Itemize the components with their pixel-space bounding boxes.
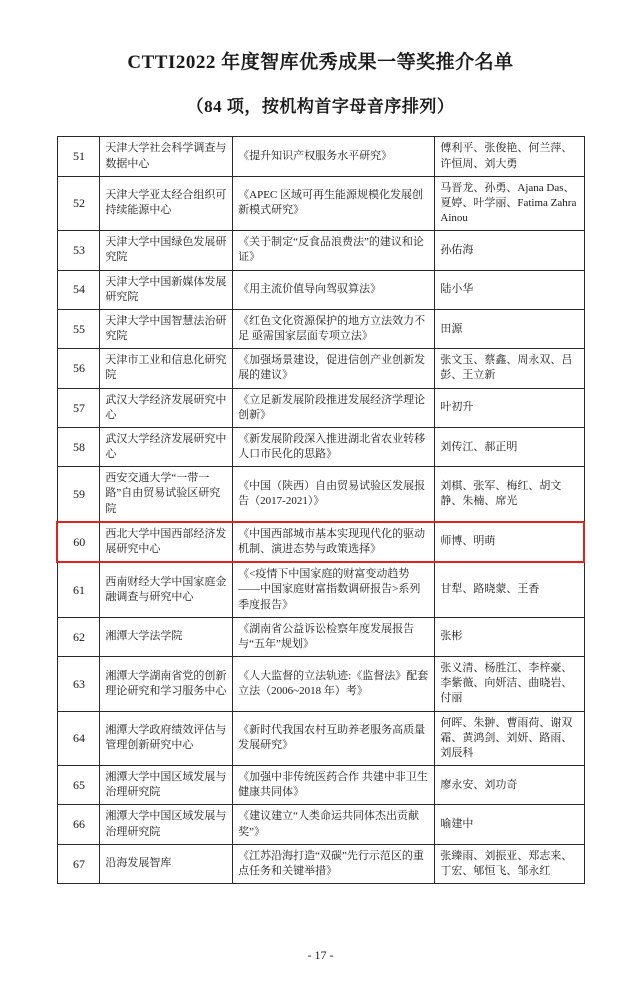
table-row — [57, 137, 584, 176]
row-organization: 天津市工业和信息化研究院 — [100, 349, 233, 388]
table-row-highlighted — [57, 522, 584, 562]
table-row — [57, 467, 584, 522]
row-title: 《加强中非传统医药合作 共建中非卫生健康共同体》 — [233, 766, 435, 805]
row-index: 51 — [57, 137, 100, 176]
row-people: 马晋龙、孙勇、Ajana Das、夏婷、叶学丽、Fatima Zahra Ainou — [435, 176, 584, 231]
table-row — [57, 176, 584, 231]
row-index: 57 — [57, 388, 100, 427]
table-row — [57, 711, 584, 766]
table-row — [57, 427, 584, 466]
row-organization: 武汉大学经济发展研究中心 — [100, 427, 233, 466]
row-title: 《红色文化资源保护的地方立法效力不足 亟需国家层面专项立法》 — [233, 309, 435, 348]
row-people: 师博、明萌 — [435, 522, 584, 562]
row-organization: 天津大学亚太经合组织可持续能源中心 — [100, 176, 233, 231]
table-row — [57, 562, 584, 617]
row-title: 《APEC 区域可再生能源规模化发展创新模式研究》 — [233, 176, 435, 231]
row-index: 60 — [57, 522, 100, 562]
row-people: 陆小华 — [435, 270, 584, 309]
row-people: 廖永安、刘功奇 — [435, 766, 584, 805]
row-organization: 武汉大学经济发展研究中心 — [100, 388, 233, 427]
row-index: 54 — [57, 270, 100, 309]
table-row — [57, 657, 584, 712]
row-title: 《新时代我国农村互助养老服务高质量发展研究》 — [233, 711, 435, 766]
row-organization: 天津大学中国智慧法治研究院 — [100, 309, 233, 348]
table-body — [57, 137, 584, 884]
row-people: 刘棋、张军、梅红、胡文静、朱楠、席光 — [435, 467, 584, 522]
page-title: CTTI2022 年度智库优秀成果一等奖推介名单 — [127, 52, 514, 73]
table-row — [57, 231, 584, 270]
table-row — [57, 766, 584, 805]
row-people: 刘传江、郝正明 — [435, 427, 584, 466]
row-title: 《中国西部城市基本实现现代化的驱动机制、演进态势与政策选择》 — [233, 522, 435, 562]
row-title: 《用主流价值导向驾驭算法》 — [233, 270, 435, 309]
row-index: 59 — [57, 467, 100, 522]
row-people: 张文玉、蔡鑫、周永双、吕彭、王立新 — [435, 349, 584, 388]
row-people: 甘犁、路晓蒙、王香 — [435, 562, 584, 617]
row-organization: 湘潭大学法学院 — [100, 617, 233, 656]
row-title: 《加强场景建设，促进信创产业创新发展的建议》 — [233, 349, 435, 388]
row-title: 《新发展阶段深入推进湖北省农业转移人口市民化的思路》 — [233, 427, 435, 466]
row-organization: 湘潭大学湖南省党的创新理论研究和学习服务中心 — [100, 657, 233, 712]
row-organization: 西安交通大学“一带一路”自由贸易试验区研究院 — [100, 467, 233, 522]
row-title: 《湖南省公益诉讼检察年度发展报告与“五年”规划》 — [233, 617, 435, 656]
row-title: 《人大监督的立法轨迹:《监督法》配套立法（2006~2018 年）考》 — [233, 657, 435, 712]
row-people: 张义清、杨胜江、李梓豪、李紫薇、向妍洁、曲晓岩、付丽 — [435, 657, 584, 712]
row-people: 何晖、朱翀、曹雨荷、谢双霜、黄鸿剑、刘妍、路雨、刘辰科 — [435, 711, 584, 766]
row-organization: 天津大学中国新媒体发展研究院 — [100, 270, 233, 309]
row-index: 64 — [57, 711, 100, 766]
row-organization: 西北大学中国西部经济发展研究中心 — [100, 522, 233, 562]
row-title: 《<疫情下中国家庭的财富变动趋势——中国家庭财富指数调研报告>系列季度报告》 — [233, 562, 435, 617]
row-people: 张彬 — [435, 617, 584, 656]
row-index: 56 — [57, 349, 100, 388]
row-title: 《建议建立“人类命运共同体杰出贡献奖”》 — [233, 805, 435, 844]
table-row — [57, 805, 584, 844]
table-row — [57, 844, 584, 883]
table-row — [57, 388, 584, 427]
award-list-table — [56, 136, 585, 884]
row-index: 67 — [57, 844, 100, 883]
row-title: 《立足新发展阶段推进发展经济学理论创新》 — [233, 388, 435, 427]
row-title: 《提升知识产权服务水平研究》 — [233, 137, 435, 176]
row-index: 55 — [57, 309, 100, 348]
table-row — [57, 617, 584, 656]
row-organization: 湘潭大学中国区域发展与治理研究院 — [100, 805, 233, 844]
table-row — [57, 270, 584, 309]
row-index: 58 — [57, 427, 100, 466]
row-people: 张臻雨、刘振亚、郑志来、丁宏、郇恒飞、邹永红 — [435, 844, 584, 883]
page-subtitle: （84 项，按机构首字母音序排列） — [186, 96, 455, 116]
row-index: 66 — [57, 805, 100, 844]
row-organization: 沿海发展智库 — [100, 844, 233, 883]
row-index: 61 — [57, 562, 100, 617]
row-organization: 湘潭大学中国区域发展与治理研究院 — [100, 766, 233, 805]
row-organization: 西南财经大学中国家庭金融调查与研究中心 — [100, 562, 233, 617]
row-organization: 天津大学中国绿色发展研究院 — [100, 231, 233, 270]
row-title: 《中国（陕西）自由贸易试验区发展报告（2017-2021）》 — [233, 467, 435, 522]
row-organization: 湘潭大学政府绩效评估与管理创新研究中心 — [100, 711, 233, 766]
row-index: 65 — [57, 766, 100, 805]
row-title: 《关于制定“反食品浪费法”的建议和论证》 — [233, 231, 435, 270]
row-people: 叶初升 — [435, 388, 584, 427]
row-index: 63 — [57, 657, 100, 712]
row-index: 53 — [57, 231, 100, 270]
row-people: 孙佑海 — [435, 231, 584, 270]
row-title: 《江苏沿海打造“双碳”先行示范区的重点任务和关键举措》 — [233, 844, 435, 883]
row-people: 喻建中 — [435, 805, 584, 844]
table-row — [57, 309, 584, 348]
row-index: 62 — [57, 617, 100, 656]
page-number: - 17 - — [307, 948, 334, 962]
row-index: 52 — [57, 176, 100, 231]
row-people: 田源 — [435, 309, 584, 348]
table-row — [57, 349, 584, 388]
row-people: 傅利平、张俊艳、何兰萍、许恒周、刘大勇 — [435, 137, 584, 176]
row-organization: 天津大学社会科学调查与数据中心 — [100, 137, 233, 176]
